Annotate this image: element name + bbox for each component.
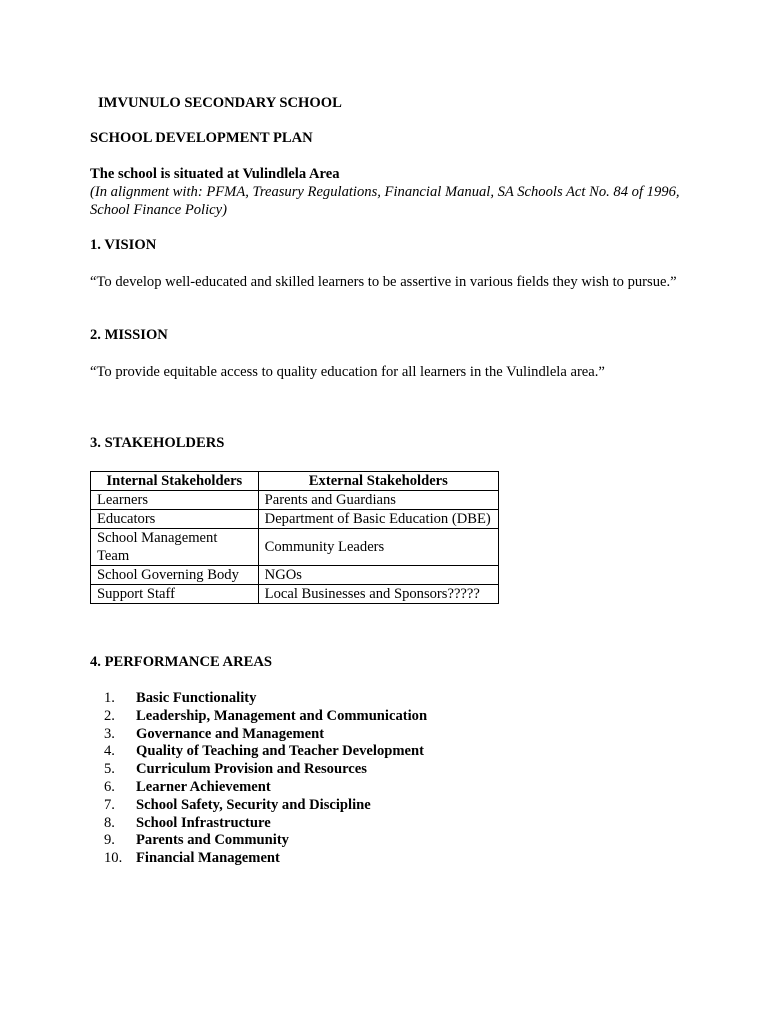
- list-item: [104, 850, 427, 868]
- internal-stakeholder-cell: School Governing Body: [91, 566, 259, 585]
- mission-heading: 2. MISSION: [90, 327, 168, 343]
- list-item: [104, 815, 427, 833]
- table-row: [91, 566, 499, 585]
- list-item-label: Curriculum Provision and Resources: [136, 761, 367, 778]
- external-stakeholder-cell: Local Businesses and Sponsors?????: [258, 585, 498, 604]
- list-item-number: 1.: [104, 690, 115, 706]
- table-row: [91, 529, 499, 566]
- stakeholders-table: [90, 471, 499, 604]
- list-item: [104, 832, 427, 850]
- performance-heading: 4. PERFORMANCE AREAS: [90, 654, 273, 670]
- internal-stakeholder-cell: Educators: [91, 510, 259, 529]
- internal-stakeholder-cell: Learners: [91, 491, 259, 510]
- list-item-number: 4.: [104, 743, 115, 760]
- internal-stakeholder-cell: Support Staff: [91, 585, 259, 604]
- list-item-label: Parents and Community: [136, 832, 289, 849]
- column-header-internal: Internal Stakeholders: [91, 472, 259, 491]
- vision-heading: 1. VISION: [90, 237, 157, 253]
- list-item-number: 9.: [104, 832, 115, 849]
- list-item-number: 8.: [104, 814, 115, 831]
- list-item-label: Financial Management: [136, 850, 280, 867]
- list-item: [104, 761, 427, 779]
- external-stakeholder-cell: NGOs: [258, 566, 498, 585]
- list-item-label: School Infrastructure: [136, 814, 271, 831]
- alignment-note: (In alignment with: PFMA, Treasury Regulations, Financial Manual, SA Schools Act No. 84 of 1996, School Finance Policy): [90, 184, 680, 218]
- list-item-number: 3.: [104, 725, 115, 742]
- list-item-label: Quality of Teaching and Teacher Development: [136, 743, 424, 760]
- list-item: [104, 726, 427, 744]
- list-item-label: Learner Achievement: [136, 778, 271, 795]
- mission-text: “To provide equitable access to quality education for all learners in the Vulindlela area.”: [90, 364, 605, 380]
- list-item: [104, 779, 427, 797]
- list-item-label: Governance and Management: [136, 725, 325, 742]
- list-item-number: 10.: [104, 850, 123, 867]
- list-item-label: Basic Functionality: [136, 690, 257, 706]
- list-item: [104, 708, 427, 726]
- external-stakeholder-cell: Parents and Guardians: [258, 491, 498, 510]
- school-name: IMVUNULO SECONDARY SCHOOL: [98, 95, 342, 111]
- list-item: [104, 690, 427, 708]
- vision-text: “To develop well-educated and skilled learners to be assertive in various fields they wish to pursue.”: [90, 274, 677, 290]
- list-item-number: 5.: [104, 761, 115, 778]
- table-row: [91, 510, 499, 529]
- list-item-number: 6.: [104, 778, 115, 795]
- list-item-number: 2.: [104, 707, 115, 724]
- list-item-number: 7.: [104, 796, 115, 813]
- list-item: [104, 797, 427, 815]
- table-row: [91, 491, 499, 510]
- list-item: [104, 743, 427, 761]
- list-item-label: School Safety, Security and Discipline: [136, 796, 371, 813]
- plan-title: SCHOOL DEVELOPMENT PLAN: [90, 130, 313, 146]
- list-item-label: Leadership, Management and Communication: [136, 707, 428, 724]
- location-line: The school is situated at Vulindlela Area: [90, 166, 340, 182]
- table-row: [91, 585, 499, 604]
- stakeholders-heading: 3. STAKEHOLDERS: [90, 435, 225, 451]
- external-stakeholder-cell: Department of Basic Education (DBE): [258, 510, 498, 529]
- column-header-external: External Stakeholders: [258, 472, 498, 491]
- performance-areas-list: [104, 690, 427, 868]
- external-stakeholder-cell: Community Leaders: [258, 529, 498, 566]
- internal-stakeholder-cell: School Management Team: [91, 529, 259, 566]
- table-header-row: [91, 472, 499, 491]
